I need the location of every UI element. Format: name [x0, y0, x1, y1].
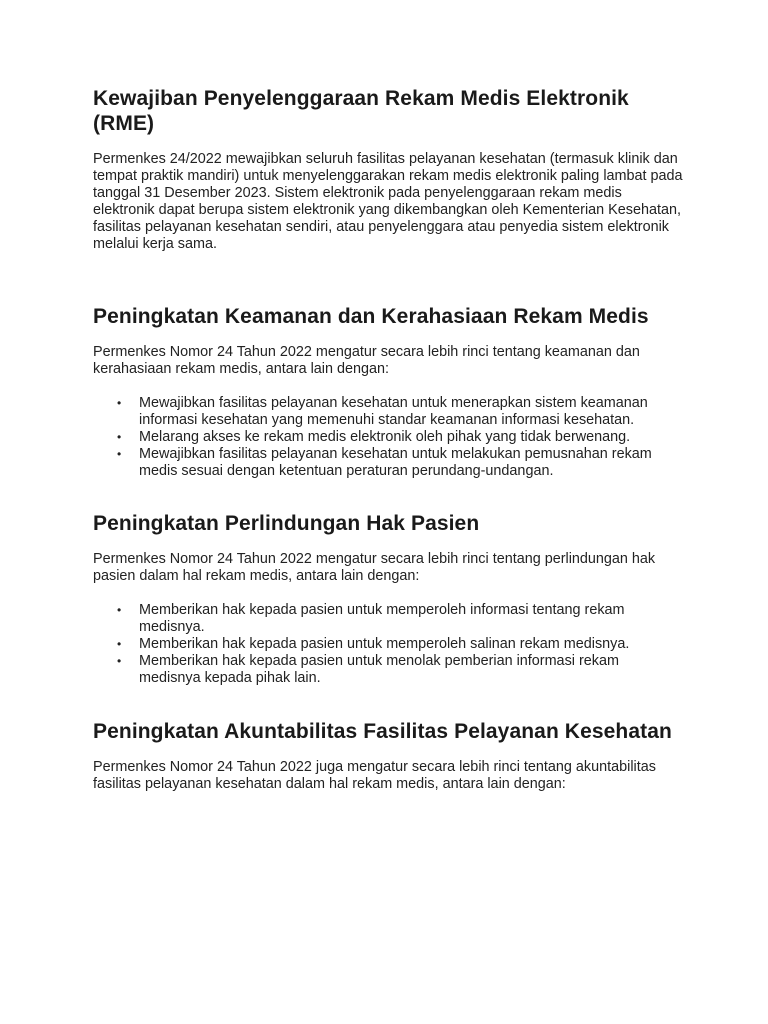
- list-item: [93, 395, 683, 429]
- list-item: [93, 653, 683, 687]
- list-item: [93, 636, 683, 653]
- bullet-icon: •: [117, 654, 122, 668]
- list-item: [93, 429, 683, 446]
- list-item-text: Mewajibkan fasilitas pelayanan kesehatan untuk melakukan pemusnahan rekam medis sesuai dengan ketentuan peraturan perundang-undangan.: [139, 446, 652, 479]
- bullet-icon: •: [117, 396, 122, 410]
- list-item-text: Memberikan hak kepada pasien untuk memperoleh salinan rekam medisnya.: [139, 636, 630, 652]
- bullet-icon: •: [117, 430, 122, 444]
- bullet-icon: •: [117, 637, 122, 651]
- bullet-list-keamanan: [93, 395, 683, 480]
- section-paragraph-akuntabilitas: Permenkes Nomor 24 Tahun 2022 juga mengatur secara lebih rinci tentang akuntabilitas fasilitas pelayanan kesehatan dalam hal rekam medis, antara lain dengan:: [93, 759, 656, 792]
- section-heading-hak-pasien: Peningkatan Perlindungan Hak Pasien: [93, 512, 480, 535]
- bullet-icon: •: [117, 603, 122, 617]
- section-paragraph-keamanan: Permenkes Nomor 24 Tahun 2022 mengatur secara lebih rinci tentang keamanan dan kerahasiaan rekam medis, antara lain dengan:: [93, 344, 640, 377]
- bullet-icon: •: [117, 447, 122, 461]
- list-item-text: Memberikan hak kepada pasien untuk memperoleh informasi tentang rekam medisnya.: [139, 602, 625, 635]
- list-item-text: Memberikan hak kepada pasien untuk menolak pemberian informasi rekam medisnya kepada pihak lain.: [139, 653, 619, 686]
- list-item: [93, 602, 683, 636]
- list-item-text: Melarang akses ke rekam medis elektronik oleh pihak yang tidak berwenang.: [139, 429, 631, 445]
- document-page: [93, 86, 683, 793]
- section-paragraph-rme: Permenkes 24/2022 mewajibkan seluruh fasilitas pelayanan kesehatan (termasuk klinik dan tempat praktik mandiri) untuk menyelenggarakan rekam medis elektronik paling lambat pada tanggal 31 Desember 2023. Sistem elektronik pada penyelenggaraan rekam medis elektronik dapat berupa sistem elektronik yang dikembangkan oleh Kementerian Kesehatan, fasilitas pelayanan kesehatan sendiri, atau penyelenggara atau penyedia sistem elektronik melalui kerja sama.: [93, 151, 683, 252]
- section-paragraph-hak-pasien: Permenkes Nomor 24 Tahun 2022 mengatur secara lebih rinci tentang perlindungan hak pasien dalam hal rekam medis, antara lain dengan:: [93, 551, 656, 584]
- bullet-list-hak-pasien: [93, 602, 683, 687]
- section-heading-rme: Kewajiban Penyelenggaraan Rekam Medis Elektronik (RME): [93, 87, 629, 135]
- list-item-text: Mewajibkan fasilitas pelayanan kesehatan untuk menerapkan sistem keamanan informasi kesehatan yang memenuhi standar keamanan informasi kesehatan.: [139, 395, 648, 428]
- list-item: [93, 446, 683, 480]
- section-heading-keamanan: Peningkatan Keamanan dan Kerahasiaan Rekam Medis: [93, 305, 649, 328]
- section-heading-akuntabilitas: Peningkatan Akuntabilitas Fasilitas Pelayanan Kesehatan: [93, 720, 672, 743]
